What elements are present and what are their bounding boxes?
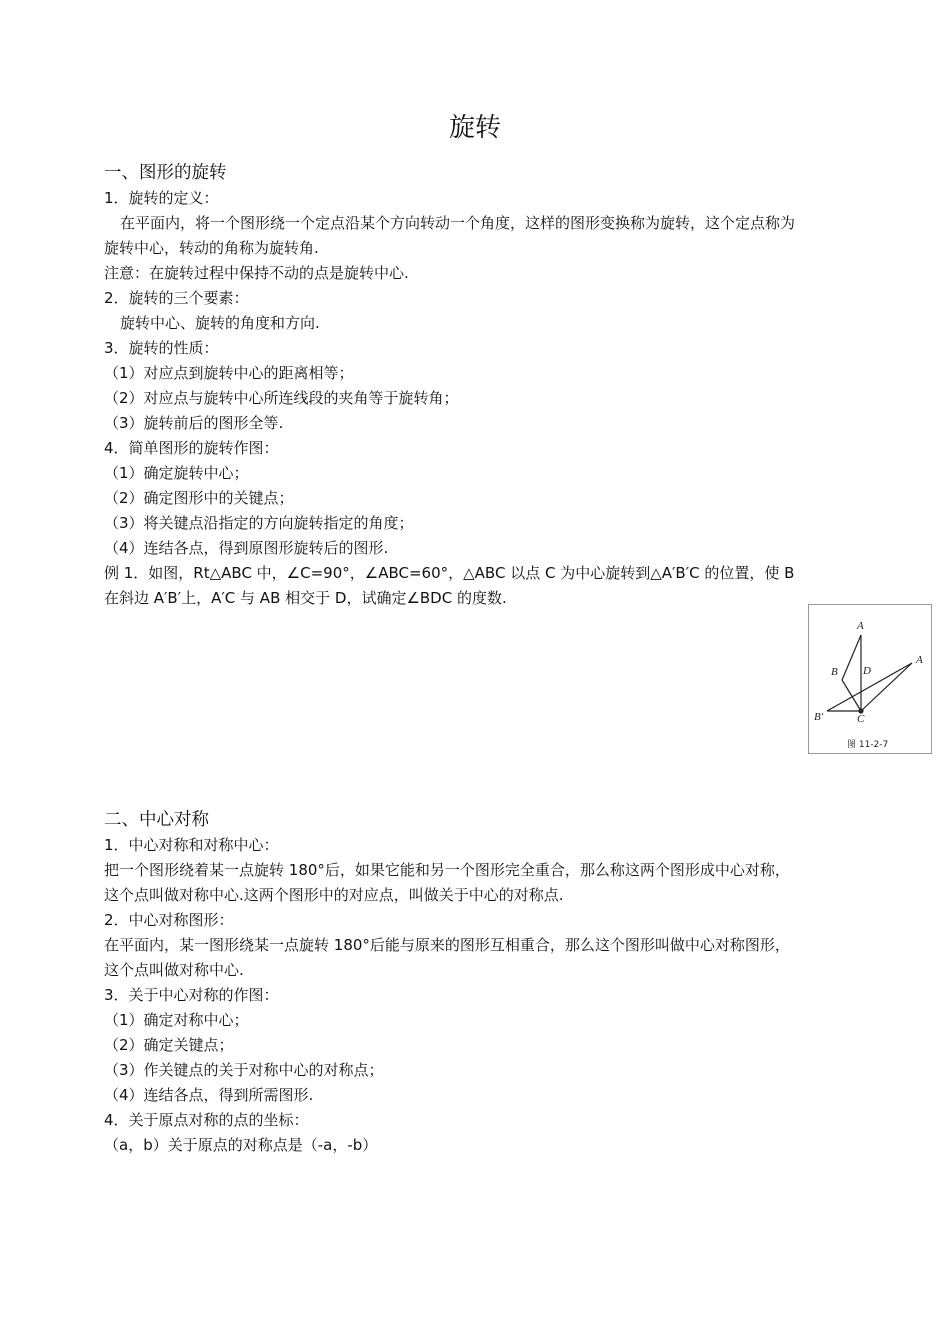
text-line: 在平面内，将一个图形绕一个定点沿某个方向转动一个角度，这样的图形变换称为旋转，这个定点称为	[120, 214, 796, 232]
text-line: （3）将关键点沿指定的方向旋转指定的角度；	[104, 514, 414, 532]
text-line: 1．旋转的定义：	[104, 189, 219, 207]
page-title: 旋转	[448, 113, 501, 143]
text-line: 在平面内，某一图形绕某一点旋转 180°后能与原来的图形互相重合，那么这个图形叫做中心对称图形，	[104, 936, 790, 954]
label-A-prime: A	[916, 654, 923, 666]
text-line: 4．简单图形的旋转作图：	[104, 439, 279, 457]
example-text-line: 在斜边 A′B′上，A′C 与 AB 相交于 D，试确定∠BDC 的度数.	[104, 589, 507, 607]
text-line: （4）连结各点，得到原图形旋转后的图形.	[104, 539, 389, 557]
text-line: 2．中心对称图形：	[104, 911, 234, 929]
text-line: 3．旋转的性质：	[104, 339, 219, 357]
label-B-prime: B′	[814, 711, 824, 723]
label-A: A	[857, 620, 864, 632]
text-line: 4．关于原点对称的点的坐标：	[104, 1111, 309, 1129]
text-line: （a，b）关于原点的对称点是（-a，-b）	[104, 1136, 378, 1154]
segment-B-C	[842, 680, 861, 711]
text-line: （1）对应点到旋转中心的距离相等；	[104, 364, 354, 382]
text-line: （1）确定对称中心；	[104, 1011, 249, 1029]
label-B: B	[831, 666, 838, 678]
text-line: 这个点叫做对称中心.	[104, 961, 244, 979]
label-C: C	[857, 713, 865, 725]
text-line: （2）确定图形中的关键点；	[104, 489, 294, 507]
text-line: （2）对应点与旋转中心所连线段的夹角等于旋转角；	[104, 389, 459, 407]
text-line: 1．中心对称和对称中心：	[104, 836, 279, 854]
example-text-line: 例 1．如图，Rt△ABC 中，∠C=90°，∠ABC=60°，△ABC 以点 C 为中心旋转到△A′B′C 的位置，使 B	[104, 564, 795, 582]
text-line: （3）旋转前后的图形全等.	[104, 414, 284, 432]
geometry-figure	[808, 604, 932, 754]
text-line: 这个点叫做对称中心.这两个图形中的对应点，叫做关于中心的对称点.	[104, 886, 564, 904]
text-line: 旋转中心、旋转的角度和方向.	[120, 314, 320, 332]
segment-A-B	[842, 635, 861, 680]
text-line: （3）作关键点的关于对称中心的对称点；	[104, 1061, 384, 1079]
text-line: 把一个图形绕着某一点旋转 180°后，如果它能和另一个图形完全重合，那么称这两个图形成中心对称，	[104, 861, 790, 879]
text-line: （2）确定关键点；	[104, 1036, 234, 1054]
text-line: （1）确定旋转中心；	[104, 464, 249, 482]
text-line: 2．旋转的三个要素：	[104, 289, 249, 307]
figure-caption: 图 11-2-7	[847, 740, 889, 750]
section-heading-central-symmetry: 二、中心对称	[104, 810, 209, 830]
text-line: 注意：在旋转过程中保持不动的点是旋转中心.	[104, 264, 409, 282]
triangle-diagram	[809, 605, 931, 753]
text-line: 旋转中心，转动的角称为旋转角.	[104, 239, 319, 257]
section-heading-rotation: 一、图形的旋转	[104, 163, 227, 183]
text-line: （4）连结各点，得到所需图形.	[104, 1086, 314, 1104]
label-D: D	[863, 665, 871, 677]
text-line: 3．关于中心对称的作图：	[104, 986, 279, 1004]
